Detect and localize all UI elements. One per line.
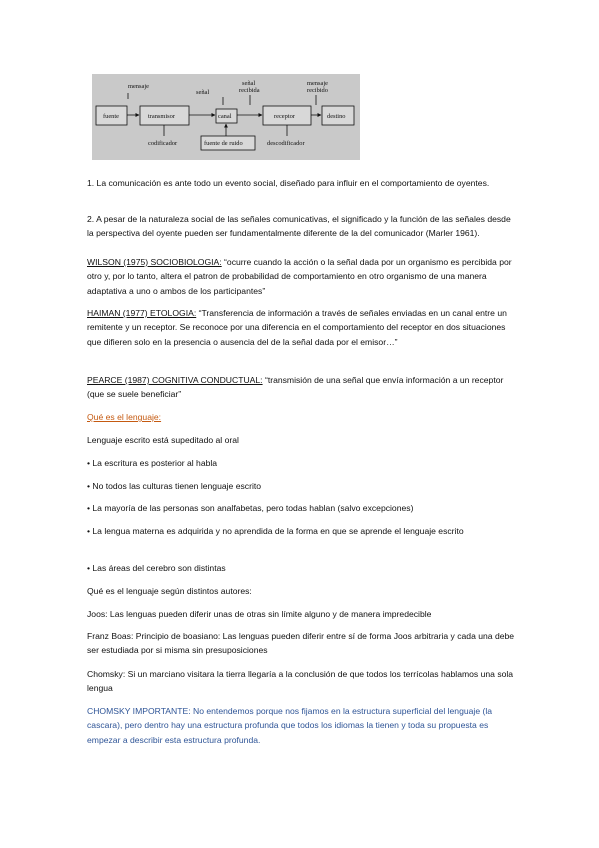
box-canal-label: canal <box>218 113 232 120</box>
label-senal: señal <box>196 89 210 96</box>
paragraph-haiman <box>87 306 519 349</box>
bullet-1 <box>87 456 519 470</box>
communication-model-diagram <box>92 74 360 160</box>
heading-que-es-lenguaje: Qué es el lenguaje: <box>87 412 162 422</box>
paragraph-pearce <box>87 373 519 402</box>
bullet-2 <box>87 479 519 493</box>
pearce-quote: “transmisión de una señal que envía información a un receptor (que se suele beneficiar” <box>87 375 504 400</box>
paragraph-1 <box>87 176 519 190</box>
bullet-3 <box>87 501 519 515</box>
chomsky-text: Chomsky: Si un marciano visitara la tierra llegaría a la conclusión de que todos los terrícolas hablamos una sola lengua <box>87 669 514 694</box>
bullet-4-text: • La lengua materna es adquirida y no aprendida de la forma en que se aprende el lenguaje escrito <box>87 526 464 536</box>
pearce-label: PEARCE (1987) COGNITIVA CONDUCTUAL: <box>87 375 263 385</box>
paragraph-escrito <box>87 433 519 447</box>
bullet-2-text: • No todos las culturas tienen lenguaje escrito <box>87 481 262 491</box>
paragraph-chomsky <box>87 667 519 696</box>
escrito-text: Lenguaje escrito está supeditado al oral <box>87 435 239 445</box>
bullet-5-text: • Las áreas del cerebro son distintas <box>87 563 226 573</box>
box-transmisor-label: transmisor <box>148 113 175 120</box>
label-senal-recibida-1: señal <box>242 80 256 87</box>
box-fuente-label: fuente <box>103 113 119 120</box>
bullet-4 <box>87 524 519 538</box>
paragraph-boas <box>87 629 519 658</box>
paragraph-2-text: 2. A pesar de la naturaleza social de las señales comunicativas, el significado y la función de las señales desde la perspectiva del oyente pueden ser fundamentalmente diferente de la del comunicador (Marler 1961). <box>87 214 511 239</box>
label-codificador: codificador <box>148 140 178 147</box>
joos-text: Joos: Las lenguas pueden diferir unas de otras sin límite alguno y de manera impredecible <box>87 609 432 619</box>
paragraph-2 <box>87 212 519 241</box>
bullet-1-text: • La escritura es posterior al habla <box>87 458 218 468</box>
paragraph-autores <box>87 584 519 598</box>
paragraph-chomsky-importante <box>87 704 519 747</box>
box-fuente-ruido-label: fuente de ruido <box>204 140 243 147</box>
label-mensaje-recibido-1: mensaje <box>307 80 328 87</box>
box-destino-label: destino <box>327 113 346 120</box>
haiman-quote: “Transferencia de información a través de señales enviadas en un canal entre un remitente y un receptor. Se reconoce por una diferencia en el comportamiento del receptor en dos situaciones que difieren solo en la presencia o ausencia del de la señal dada por el emisor…” <box>87 308 507 347</box>
chomsky-importante-text: CHOMSKY IMPORTANTE: No entendemos porque nos fijamos en la estructura superficial del lenguaje (la cascara), pero dentro hay una estructura profunda que todos los idiomas la tienen y toda su propuesta es empezar a describir esta estructura profunda. <box>87 706 493 745</box>
paragraph-wilson <box>87 255 519 298</box>
pearce-text <box>87 373 519 402</box>
label-mensaje: mensaje <box>128 83 149 90</box>
paragraph-1-text: 1. La comunicación es ante todo un evento social, diseñado para influir en el comportamiento de oyentes. <box>87 178 490 188</box>
haiman-label: HAIMAN (1977) ETOLOGIA: <box>87 308 197 318</box>
bullet-3-text: • La mayoría de las personas son analfabetas, pero todas hablan (salvo excepciones) <box>87 503 414 513</box>
wilson-text <box>87 255 519 298</box>
label-descodificador: descodificador <box>267 140 305 147</box>
diagram-svg <box>92 74 360 160</box>
label-mensaje-recibido-2: recibido <box>307 87 328 94</box>
paragraph-joos <box>87 607 519 621</box>
label-senal-recibida-2: recibida <box>239 87 260 94</box>
boas-text: Franz Boas: Principio de boasiano: Las lenguas pueden diferir entre sí de forma Joos arbitraria y cada una debe ser estudiada por si misma sin presuposiciones <box>87 631 515 656</box>
haiman-text <box>87 306 519 349</box>
box-receptor-label: receptor <box>274 113 295 120</box>
wilson-label: WILSON (1975) SOCIOBIOLOGIA: <box>87 257 222 267</box>
wilson-quote: “ocurre cuando la acción o la señal dada por un organismo es percibida por otro y, por lo tanto, altera el patron de probabilidad de comportamiento en otro organismo de una manera adaptativa a uno o ambos de los participantes” <box>87 257 512 296</box>
bullet-5 <box>87 561 519 575</box>
autores-text: Qué es el lenguaje según distintos autores: <box>87 586 252 596</box>
section-heading <box>87 410 519 424</box>
